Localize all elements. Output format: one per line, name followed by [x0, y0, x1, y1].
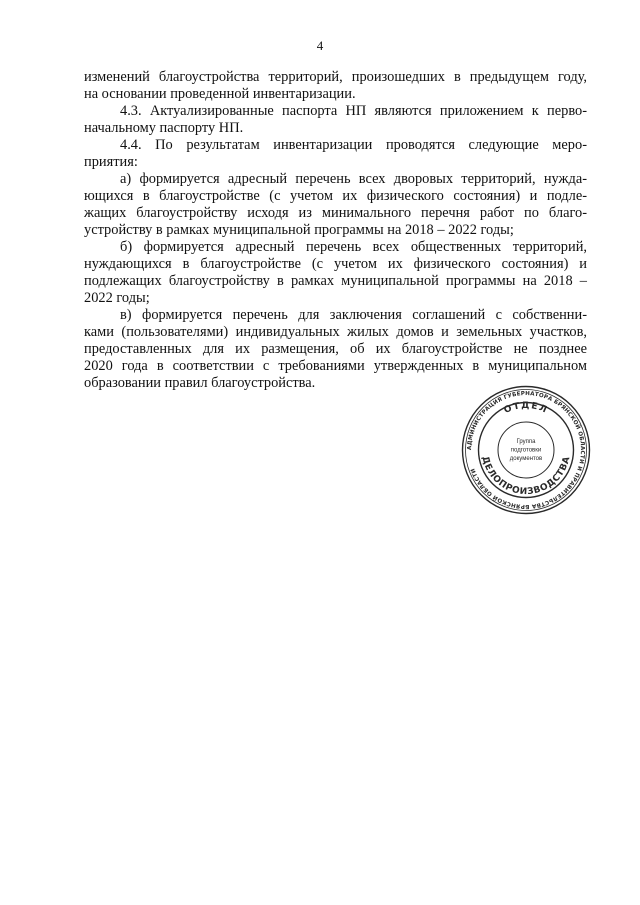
text-line: жащих благоустройству исходя из минимального перечня работ по благо- — [84, 205, 587, 221]
text-line: предоставленных для их размещения, об их благоустройстве не позднее — [84, 341, 587, 357]
paragraph — [84, 137, 587, 171]
paragraph — [84, 171, 587, 239]
stamp-top-text: ОТДЕЛ — [502, 400, 550, 416]
text-line: на основании проведенной инвентаризации. — [84, 86, 356, 102]
paragraph — [84, 307, 587, 392]
document-body — [84, 69, 587, 392]
text-line: 4.4. По результатам инвентаризации проводятся следующие меро- — [120, 137, 587, 153]
text-line: 2022 годы; — [84, 290, 150, 306]
paragraph — [84, 69, 587, 103]
text-line: подлежащих благоустройству в рамках муниципальной программы на 2018 – — [84, 273, 587, 289]
office-stamp — [460, 384, 592, 516]
text-line: ющихся в благоустройстве (с учетом их физического состояния) и подле- — [84, 188, 587, 204]
stamp-bottom-text: ДЕЛОПРОИЗВОДСТВА — [479, 455, 573, 498]
stamp-inner-line: подготовки — [510, 447, 542, 454]
text-line: 4.3. Актуализированные паспорта НП являются приложением к перво- — [120, 103, 587, 119]
paragraph — [84, 103, 587, 137]
text-line: нуждающихся в благоустройстве (с учетом их физического состояния) и — [84, 256, 587, 272]
text-line: б) формируется адресный перечень всех общественных территорий, — [120, 239, 587, 255]
text-line: устройству в рамках муниципальной программы на 2018 – 2022 годы; — [84, 222, 514, 238]
page-number: 4 — [316, 38, 324, 53]
text-line: приятия: — [84, 154, 138, 170]
text-line: а) формируется адресный перечень всех дворовых территорий, нужда- — [120, 171, 587, 187]
text-line: начальному паспорту НП. — [84, 120, 244, 136]
stamp-inner-line: документов — [509, 456, 543, 462]
text-line: 2020 года в соответствии с требованиями утвержденных в муниципальном — [84, 358, 587, 374]
text-line: в) формируется перечень для заключения соглашений с собственни- — [120, 307, 587, 323]
stamp-inner-line: Группа — [516, 439, 536, 445]
paragraph — [84, 239, 587, 307]
text-line: ками (пользователями) индивидуальных жилых домов и земельных участков, — [84, 324, 587, 340]
text-line: образовании правил благоустройства. — [84, 375, 316, 391]
stamp-outer-text: АДМИНИСТРАЦИЯ ГУБЕРНАТОРА БРЯНСКОЙ ОБЛАСТИ И ПРАВИТЕЛЬСТВА БРЯНСКОЙ ОБЛАСТИ — [466, 390, 586, 510]
text-line: изменений благоустройства территорий, произошедших в предыдущем году, — [84, 69, 587, 85]
